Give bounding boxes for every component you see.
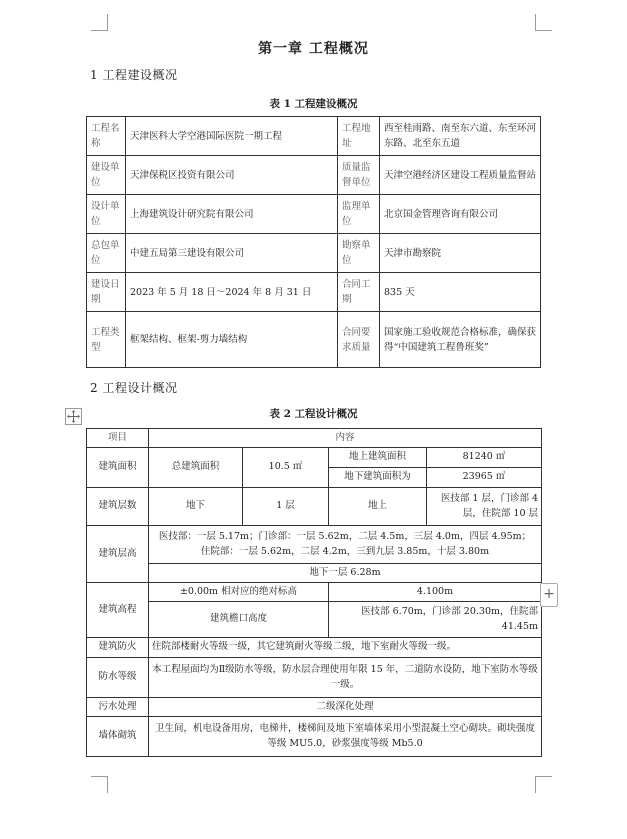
- page-corner-mark: [91, 776, 108, 793]
- header-content: 内容: [149, 429, 542, 448]
- table-cell: 卫生间，机电设备用房，电梯井，楼梯间及地下室墙体采用小型混凝土空心砌块。砌块强度等级 MU5.0，砂浆强度等级 Mb5.0: [149, 716, 542, 756]
- row-label: 建筑防火: [87, 637, 149, 657]
- table-construction-overview: [86, 116, 541, 368]
- table-cell: 天津空港经济区建设工程质量监督站: [380, 156, 541, 195]
- header-item: 项目: [87, 429, 149, 448]
- row-label: 建筑层高: [87, 525, 149, 582]
- height-line: 医技部：一层 5.17m；门诊部：一层 5.62m，二层 4.5m，三层 4.0m，四层 4.95m；: [158, 530, 532, 542]
- table-cell: ±0.00m 相对应的绝对标高: [149, 582, 329, 601]
- table-cell: 二级深化处理: [149, 697, 542, 716]
- table-cell: 上海建筑设计研究院有限公司: [126, 195, 338, 234]
- table-cell: 地上建筑面积: [329, 447, 427, 467]
- table-row: [87, 312, 541, 368]
- table-cell-label: 工程类型: [87, 312, 126, 368]
- add-row-button[interactable]: +: [540, 583, 558, 607]
- table-cell: 天津市勘察院: [380, 234, 541, 273]
- row-label: 防水等级: [87, 657, 149, 697]
- table-cell: 地下: [149, 487, 243, 525]
- table-cell: 地上: [329, 487, 427, 525]
- table-row: [87, 234, 541, 273]
- height-line: 住院部：一层 5.62m，二层 4.2m，三到九层 3.85m，十层 3.80m: [200, 546, 490, 557]
- table-row: [87, 716, 542, 756]
- table-row: [87, 657, 542, 697]
- table-cell: 框架结构、框架-剪力墙结构: [126, 312, 338, 368]
- table-cell-label: 合同工期: [338, 273, 380, 312]
- table1-caption: 表 1 工程建设概况: [269, 98, 358, 110]
- table-row: [87, 563, 542, 582]
- table-cell-label: 工程地址: [338, 117, 380, 156]
- section-heading-2: 2 工程设计概况: [90, 381, 178, 395]
- table-cell: 天津医科大学空港国际医院一期工程: [126, 117, 338, 156]
- row-label: 建筑面积: [87, 447, 149, 487]
- page-corner-mark: [535, 776, 552, 793]
- table-cell: 建筑檐口高度: [149, 601, 329, 637]
- table-row: [87, 697, 542, 716]
- table-row: [87, 487, 542, 525]
- table-cell: 地下一层 6.28m: [149, 563, 542, 582]
- table-row: [87, 601, 542, 637]
- table-cell-label: 勘察单位: [338, 234, 380, 273]
- table-cell: 中建五局第三建设有限公司: [126, 234, 338, 273]
- table-cell: 天津保税区投资有限公司: [126, 156, 338, 195]
- section-heading-1: 1 工程建设概况: [90, 68, 178, 82]
- table2-caption: 表 2 工程设计概况: [269, 408, 358, 420]
- table-cell: 住院部楼耐火等级一级，其它建筑耐火等级二级，地下室耐火等级一级。: [149, 637, 542, 657]
- table-cell-label: 监理单位: [338, 195, 380, 234]
- table-cell: 81240 ㎡: [427, 447, 542, 467]
- table-row: [87, 447, 542, 467]
- table-cell: 医技部 1 层，门诊部 4 层，住院部 10 层: [427, 487, 542, 525]
- table-cell: 总建筑面积: [149, 447, 243, 487]
- table-row: [87, 273, 541, 312]
- page-corner-mark: [535, 14, 552, 31]
- table-cell: [149, 525, 542, 563]
- table-cell: 835 天: [380, 273, 541, 312]
- table-row: [87, 195, 541, 234]
- table-cell: 国家施工验收规范合格标准，确保获得“中国建筑工程鲁班奖”: [380, 312, 541, 368]
- page-corner-mark: [91, 14, 108, 31]
- table-cell: 医技部 6.70m，门诊部 20.30m，住院部 41.45m: [329, 601, 542, 637]
- table-row: [87, 637, 542, 657]
- table-cell: 西至桂雨路、南至东六道、东至环河东路、北至东五道: [380, 117, 541, 156]
- table-cell-label: 设计单位: [87, 195, 126, 234]
- table-row: [87, 156, 541, 195]
- row-label: 建筑高程: [87, 582, 149, 637]
- table-cell-label: 建设单位: [87, 156, 126, 195]
- table-cell: 10.5 ㎡: [243, 447, 329, 487]
- table-cell-label: 总包单位: [87, 234, 126, 273]
- table-cell-label: 工程名称: [87, 117, 126, 156]
- table-cell: 地下建筑面积为: [329, 467, 427, 487]
- row-label: 墙体砌筑: [87, 716, 149, 756]
- table-cell: 1 层: [243, 487, 329, 525]
- table-cell: 北京国金管理咨询有限公司: [380, 195, 541, 234]
- table-row: [87, 582, 542, 601]
- table-cell: 2023 年 5 月 18 日～2024 年 8 月 31 日: [126, 273, 338, 312]
- table-cell: 本工程屋面均为Ⅱ级防水等级，防水层合理使用年限 15 年，二道防水设防，地下室防水等级一级。: [149, 657, 542, 697]
- table-row: [87, 525, 542, 563]
- table-cell-label: 合同要求质量: [338, 312, 380, 368]
- chapter-title: 第一章 工程概况: [258, 41, 369, 57]
- table-cell-label: 质量监督单位: [338, 156, 380, 195]
- table-row: [87, 117, 541, 156]
- table-design-overview: [86, 428, 542, 757]
- table-header-row: [87, 429, 542, 448]
- table-cell: 4.100m: [329, 582, 542, 601]
- row-label: 建筑层数: [87, 487, 149, 525]
- table-cell: 23965 ㎡: [427, 467, 542, 487]
- row-label: 污水处理: [87, 697, 149, 716]
- table-cell-label: 建设日期: [87, 273, 126, 312]
